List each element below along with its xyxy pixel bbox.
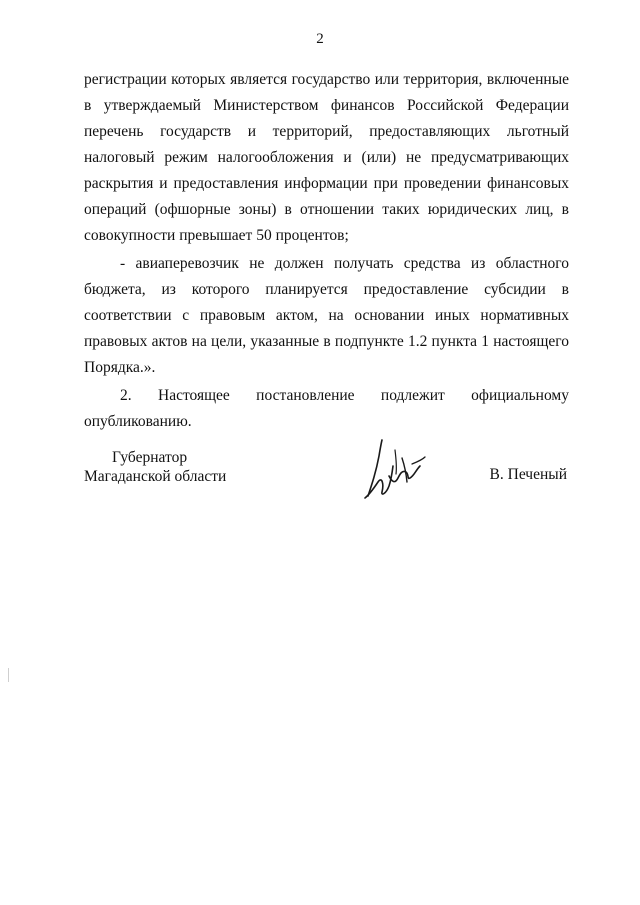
governor-title — [84, 448, 226, 486]
scan-margin-mark — [8, 668, 9, 682]
signature-block — [84, 448, 569, 508]
document-body — [84, 67, 569, 437]
paragraph-air-carrier-condition: - авиаперевозчик не должен получать средства из областного бюджета, из которого планируется предоставление субсидии в соответствии с правовым актом, на основании иных нормативных правовых актов на цели, указанные в подпункте 1.2 пункта 1 настоящего Порядка.». — [84, 255, 569, 376]
handwritten-signature — [362, 436, 432, 508]
signer-name: В. Печеный — [489, 466, 567, 483]
governor-title-line2: Магаданской области — [84, 468, 227, 485]
paragraph-offshore-criteria: регистрации которых является государство или территория, включенные в утверждаемый Министерством финансов Российской Федерации перечень государств и территорий, предоставляющих льготный налоговый режим налогообложения и (или) не предусматривающих раскрытия и предоставления информации при проведении финансовых операций (офшорные зоны) в отношении таких юридических лиц, в совокупности превышает 50 процентов; — [84, 71, 569, 244]
governor-title-line1: Губернатор — [112, 449, 188, 466]
page-number: 2 — [316, 31, 324, 47]
paragraph-publication-clause: 2. Настоящее постановление подлежит официальному опубликованию. — [84, 387, 569, 430]
